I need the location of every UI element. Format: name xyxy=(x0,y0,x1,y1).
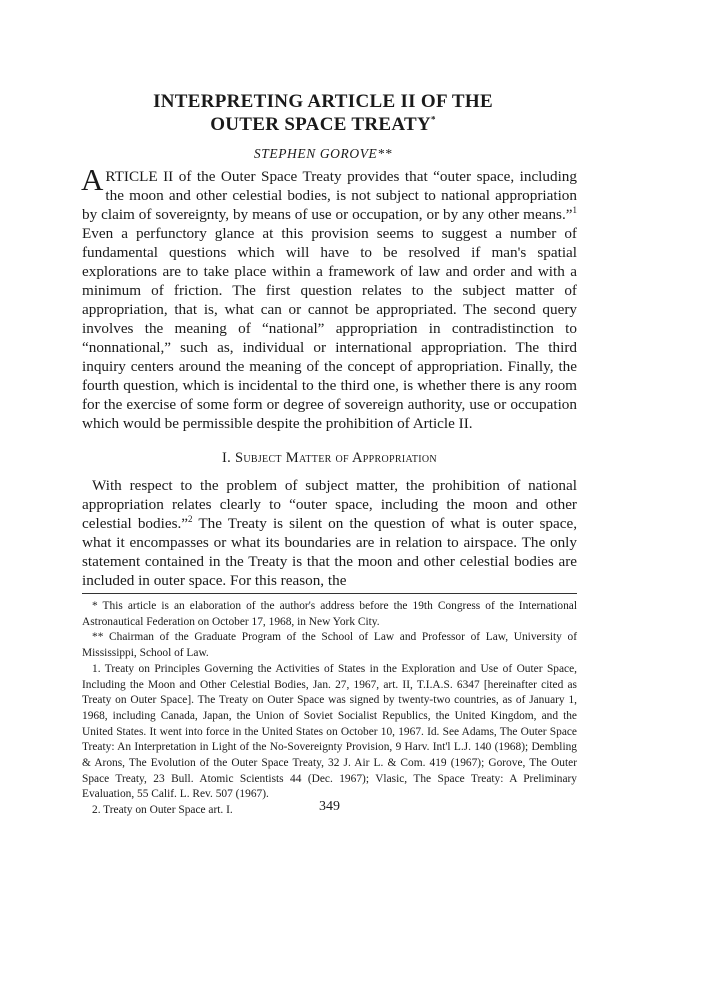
section-text-b: The Treaty is silent on the question of what is outer space, what it encompasses or what its boundaries are in relation to airspace. The only statement contained in the Treaty is that the moon and other celestial bodies are included in outer space. For this reason, the xyxy=(82,515,577,589)
drop-cap: A xyxy=(81,162,104,197)
section-text-a: With respect to the problem of subject matter, the prohibition of national appropriation relates clearly to “outer space, including the moon and other celestial bodies.” xyxy=(82,477,577,532)
article-title-line-2 xyxy=(98,113,548,137)
footnote-divider xyxy=(82,593,577,594)
footnote-ref-2: 2 xyxy=(188,513,193,524)
author-name: STEPHEN GOROVE** xyxy=(253,146,393,161)
article-title-text: OUTER SPACE TREATY xyxy=(210,114,431,135)
intro-paragraph xyxy=(81,162,577,433)
intro-text-a: RTICLE II of the Outer Space Treaty provides that “outer space, including the moon and other celestial bodies, is not subject to national appropriation by claim of sovereignty, by means of use or occupation, or by any other means.” xyxy=(82,168,577,223)
title-footnote-mark: * xyxy=(430,114,436,125)
section-paragraph xyxy=(82,476,577,590)
section-heading: I. Subject Matter of Appropriation xyxy=(222,450,437,466)
footnote-double-star: ** Chairman of the Graduate Program of the School of Law and Professor of Law, University of Mississippi, School of Law. xyxy=(82,631,577,660)
footnote-2: 2. Treaty on Outer Space art. I. xyxy=(92,804,233,817)
page-number: 349 xyxy=(319,799,340,814)
article-title-line-1: INTERPRETING ARTICLE II OF THE xyxy=(153,91,493,112)
footnote-ref-1: 1 xyxy=(572,204,577,215)
intro-text-b: Even a perfunctory glance at this provision seems to suggest a number of fundamental questions which will have to be resolved if man's spatial explorations are to take place within a framework of law and order and with a minimum of friction. The first question relates to the subject matter of appropriation, that is, what can or cannot be appropriated. The second query involves the meaning of “national” appropriation in contradistinction to “nonnational,” such as, individual or international appropriation. The third inquiry centers around the meaning of the concept of appropriation. Finally, the fourth question, which is incidental to the third one, is whether there is any room for the exercise of some form or degree of sovereign authority, use or occupation which would be permissible despite the prohibition of Article II. xyxy=(82,225,577,432)
footnotes xyxy=(82,599,577,819)
footnote-1: 1. Treaty on Principles Governing the Activities of States in the Exploration and Use of Outer Space, Including the Moon and Other Celestial Bodies, Jan. 27, 1967, art. II, T.I.A.S. 6347 [hereinafter cited as Treaty on Outer Space]. The Treaty on Outer Space was signed by twenty-two countries, as of January 1, 1968, including Canada, Japan, the Union of Soviet Socialist Republics, the United Kingdom, and the United States. It went into force in the United States on October 10, 1967. Id. See Adams, The Outer Space Treaty: An Interpretation in Light of the No-Sovereignty Provision, 9 Harv. Int'l L.J. 140 (1968); Dembling & Arons, The Evolution of the Outer Space Treaty, 32 J. Air L. & Com. 419 (1967); Gorove, The Outer Space Treaty, 23 Bull. Atomic Scientists 44 (Dec. 1967); Vlasic, The Space Treaty: A Preliminary Evaluation, 55 Calif. L. Rev. 507 (1967). xyxy=(82,662,577,801)
footnote-star: * This article is an elaboration of the author's address before the 19th Congress of the International Astronautical Federation on October 17, 1968, in New York City. xyxy=(82,600,577,628)
